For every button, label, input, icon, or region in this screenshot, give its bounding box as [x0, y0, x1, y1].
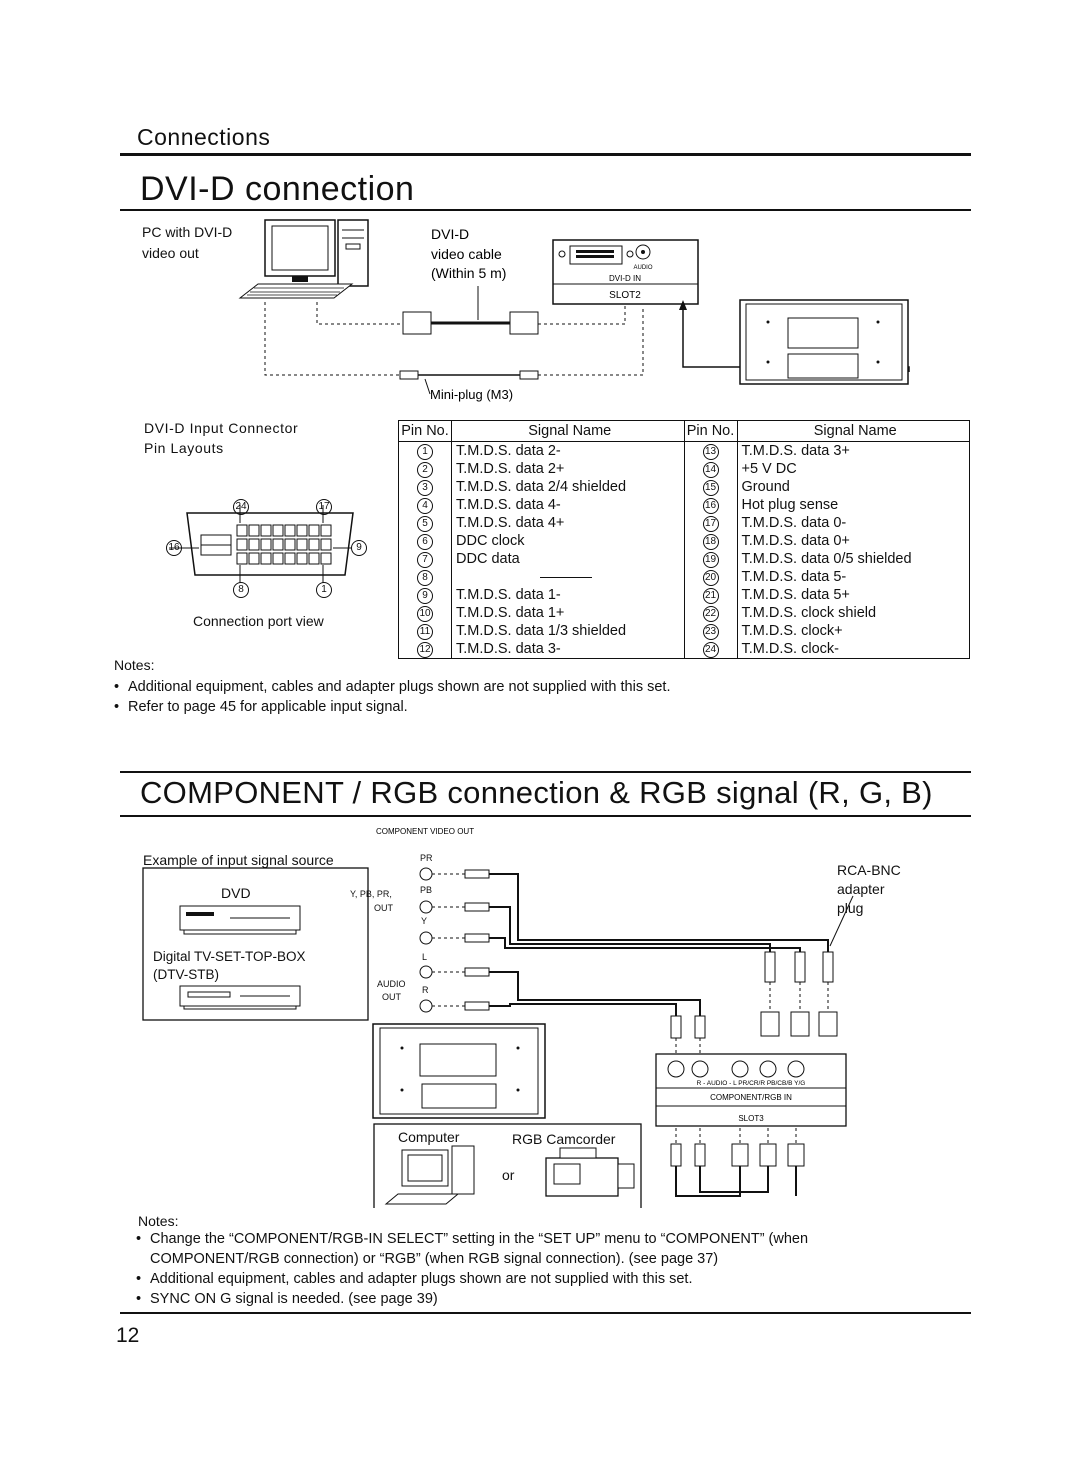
pin-number: 16	[703, 498, 719, 514]
pin-cell	[684, 550, 737, 568]
pin-table-row	[399, 478, 970, 496]
svg-text:COMPONENT/RGB IN: COMPONENT/RGB IN	[710, 1093, 792, 1102]
dvi-pin	[321, 539, 331, 550]
signal-cell: T.M.D.S. data 0/5 shielded	[737, 550, 970, 568]
pin-label-16: 16	[166, 540, 182, 556]
pin-label-1: 1	[316, 582, 332, 598]
pc-label-2-text: video out	[142, 245, 199, 261]
component-note-3: • SYNC ON G signal is needed. (see page 39)	[136, 1289, 866, 1309]
layout-title-1: DVI-D Input Connector	[144, 420, 299, 436]
example-label: Example of input signal source	[143, 852, 334, 868]
pin-table-row	[399, 568, 970, 586]
adapter-label-1: RCA-BNC	[837, 862, 901, 878]
r-label: R	[422, 985, 429, 995]
svg-text:DVI-D: DVI-D	[431, 226, 470, 242]
dvi-pin	[249, 525, 259, 536]
pin-number: 18	[703, 534, 719, 550]
pin-cell	[399, 604, 452, 622]
pin-cell	[684, 586, 737, 604]
signal-cell: T.M.D.S. data 3-	[452, 640, 685, 659]
pin-table-row	[399, 622, 970, 640]
pin-number: 11	[417, 624, 433, 640]
dvi-pin	[321, 525, 331, 536]
dvi-pin	[285, 553, 295, 564]
dvi-notes	[114, 677, 954, 717]
pin-label-17: 17	[316, 499, 332, 515]
signal-cell: DDC clock	[452, 532, 685, 550]
pin-number: 20	[703, 570, 719, 586]
pin-cell	[684, 460, 737, 478]
svg-text:Mini-plug (M3): Mini-plug (M3)	[430, 387, 514, 402]
signal-cell: T.M.D.S. data 1-	[452, 586, 685, 604]
signal-cell: T.M.D.S. data 1/3 shielded	[452, 622, 685, 640]
or-label: or	[502, 1167, 515, 1183]
signal-cell: Ground	[737, 478, 970, 496]
pin-number: 9	[417, 588, 433, 604]
pin-table-row	[399, 532, 970, 550]
component-note-1: • Change the “COMPONENT/RGB-IN SELECT” setting in the “SET UP” menu to “COMPONENT” (when COMPONENT/RGB connection) or “RGB” (when RGB signal connection). (see page 37)	[136, 1229, 866, 1269]
adapter-label-2: adapter	[837, 881, 885, 897]
svg-text:R - AUDIO - L PR/CR/R PB/C: R - AUDIO - L PR/CR/R PB/CB/B Y/G	[696, 1080, 806, 1087]
pin-number: 2	[417, 462, 433, 478]
signal-cell: +5 V DC	[737, 460, 970, 478]
pin-table	[398, 420, 970, 659]
adapter-label-3: plug	[837, 900, 864, 916]
ypbpr-label-2: OUT	[374, 903, 393, 913]
pin-cell	[684, 568, 737, 586]
signal-header-a: Signal Name	[452, 421, 685, 442]
pin-cell	[684, 640, 737, 659]
pin-number: 17	[703, 516, 719, 532]
svg-text:SLOT2: SLOT2	[609, 290, 641, 301]
pin-label-8: 8	[233, 582, 249, 598]
pin-cell	[684, 496, 737, 514]
signal-cell: T.M.D.S. data 0-	[737, 514, 970, 532]
signal-cell: T.M.D.S. data 2/4 shielded	[452, 478, 685, 496]
dvi-pin	[309, 539, 319, 550]
signal-cell: T.M.D.S. data 4-	[452, 496, 685, 514]
unused-dash	[540, 577, 592, 578]
footer-rule	[120, 1312, 971, 1314]
svg-text:(Within 5 m): (Within 5 m)	[431, 265, 507, 281]
dvi-pin	[249, 539, 259, 550]
dvi-pin	[237, 553, 247, 564]
pin-table-row	[399, 496, 970, 514]
pin-number: 12	[417, 642, 433, 658]
dvd-label: DVD	[221, 885, 251, 901]
pb-label: PB	[420, 885, 433, 895]
pin-cell	[399, 586, 452, 604]
svg-text:video cable: video cable	[431, 246, 502, 262]
section-label: Connections	[137, 124, 271, 150]
dvi-pin	[297, 553, 307, 564]
signal-cell: T.M.D.S. data 5-	[737, 568, 970, 586]
pin-table-row	[399, 550, 970, 568]
dvi-notes-label: Notes:	[114, 657, 155, 673]
pin-cell	[684, 478, 737, 496]
signal-cell: Hot plug sense	[737, 496, 970, 514]
pin-table-row	[399, 586, 970, 604]
audio-label-2: OUT	[382, 992, 401, 1002]
pin-cell	[399, 496, 452, 514]
svg-text:SLOT3: SLOT3	[738, 1114, 764, 1123]
signal-cell: T.M.D.S. data 1+	[452, 604, 685, 622]
signal-cell: T.M.D.S. clock shield	[737, 604, 970, 622]
component-title-rule	[120, 815, 971, 817]
dvi-pin	[309, 525, 319, 536]
page-number: 12	[116, 1324, 140, 1347]
dvi-note-1: • Additional equipment, cables and adapter plugs shown are not supplied with this set.	[114, 677, 954, 697]
computer-label: Computer	[398, 1129, 460, 1145]
pin-cell	[684, 532, 737, 550]
svg-text:COMPONENT VIDEO OUT: COMPONENT VIDEO OUT	[376, 828, 475, 836]
dvi-pin	[261, 553, 271, 564]
dvi-note-2: • Refer to page 45 for applicable input signal.	[114, 697, 954, 717]
pin-label-9: 9	[351, 540, 367, 556]
component-title: COMPONENT / RGB connection & RGB signal (R, G, B)	[140, 775, 933, 810]
pin-cell	[399, 442, 452, 461]
signal-cell: T.M.D.S. data 5+	[737, 586, 970, 604]
signal-cell: T.M.D.S. clock-	[737, 640, 970, 659]
pin-table-row	[399, 514, 970, 532]
pin-number: 23	[703, 624, 719, 640]
pin-cell	[684, 622, 737, 640]
pin-table-row	[399, 442, 970, 461]
signal-header-b: Signal Name	[737, 421, 970, 442]
pin-header-a: Pin No.	[399, 421, 452, 442]
pin-number: 10	[417, 606, 433, 622]
pin-header-b: Pin No.	[684, 421, 737, 442]
component-notes-label: Notes:	[138, 1213, 179, 1229]
dvi-pin	[285, 539, 295, 550]
pc-label-1-text: PC with DVI-D	[142, 224, 233, 240]
l-label: L	[422, 952, 428, 962]
pin-cell	[399, 622, 452, 640]
dvi-pin	[297, 539, 307, 550]
dvi-pin	[273, 525, 283, 536]
y-label: Y	[421, 916, 428, 926]
component-top-rule	[120, 771, 971, 773]
dvi-pin	[285, 525, 295, 536]
pr-label: PR	[420, 853, 433, 863]
pin-cell	[399, 460, 452, 478]
dvi-pin	[249, 553, 259, 564]
pin-cell	[684, 514, 737, 532]
pin-number: 13	[703, 444, 719, 460]
signal-cell: T.M.D.S. clock+	[737, 622, 970, 640]
signal-cell	[452, 568, 685, 586]
dvi-pin	[297, 525, 307, 536]
pin-number: 6	[417, 534, 433, 550]
header-rule	[120, 153, 971, 156]
signal-cell: T.M.D.S. data 4+	[452, 514, 685, 532]
dvi-pin-layout-diagram	[165, 495, 375, 605]
dvi-pin	[261, 525, 271, 536]
audio-label-1: AUDIO	[377, 979, 406, 989]
dvi-pin	[261, 539, 271, 550]
pin-cell	[399, 550, 452, 568]
pin-number: 4	[417, 498, 433, 514]
layout-title-2: Pin Layouts	[144, 440, 224, 456]
dvi-pin	[309, 553, 319, 564]
pin-table-row	[399, 460, 970, 478]
port-view-label: Connection port view	[193, 613, 324, 629]
dvi-pin	[273, 553, 283, 564]
pin-number: 5	[417, 516, 433, 532]
svg-text:DVI-D IN: DVI-D IN	[609, 274, 641, 283]
signal-cell: DDC data	[452, 550, 685, 568]
dvi-connection-diagram	[120, 212, 980, 412]
pin-number: 19	[703, 552, 719, 568]
dvi-pin	[237, 525, 247, 536]
pin-number: 21	[703, 588, 719, 604]
camcorder-label: RGB Camcorder	[512, 1131, 616, 1147]
pin-number: 14	[703, 462, 719, 478]
pin-cell	[399, 568, 452, 586]
pin-cell	[684, 442, 737, 461]
pin-cell	[399, 514, 452, 532]
component-notes	[136, 1229, 866, 1309]
pin-number: 8	[417, 570, 433, 586]
signal-cell: T.M.D.S. data 3+	[737, 442, 970, 461]
ypbpr-label-1: Y, PB, PR,	[350, 889, 392, 899]
pin-number: 3	[417, 480, 433, 496]
pin-number: 15	[703, 480, 719, 496]
pin-number: 24	[703, 642, 719, 658]
dvi-pin	[321, 553, 331, 564]
dvi-title-rule	[120, 209, 971, 211]
pin-cell	[684, 604, 737, 622]
signal-cell: T.M.D.S. data 0+	[737, 532, 970, 550]
pin-table-row	[399, 640, 970, 659]
signal-cell: T.M.D.S. data 2-	[452, 442, 685, 461]
pc-icon	[240, 220, 368, 298]
component-note-2: • Additional equipment, cables and adapter plugs shown are not supplied with this set.	[136, 1269, 866, 1289]
pin-number: 7	[417, 552, 433, 568]
pin-cell	[399, 478, 452, 496]
dvi-pin	[273, 539, 283, 550]
pin-number: 22	[703, 606, 719, 622]
pin-number: 1	[417, 444, 433, 460]
dvi-title: DVI-D connection	[140, 170, 415, 208]
pin-cell	[399, 640, 452, 659]
svg-text:AUDIO: AUDIO	[633, 265, 653, 271]
stb-label-2: (DTV-STB)	[153, 967, 219, 982]
stb-label-1: Digital TV-SET-TOP-BOX	[153, 949, 306, 964]
pin-label-24: 24	[233, 499, 249, 515]
pin-cell	[399, 532, 452, 550]
pin-table-row	[399, 604, 970, 622]
dvi-pin	[237, 539, 247, 550]
signal-cell: T.M.D.S. data 2+	[452, 460, 685, 478]
